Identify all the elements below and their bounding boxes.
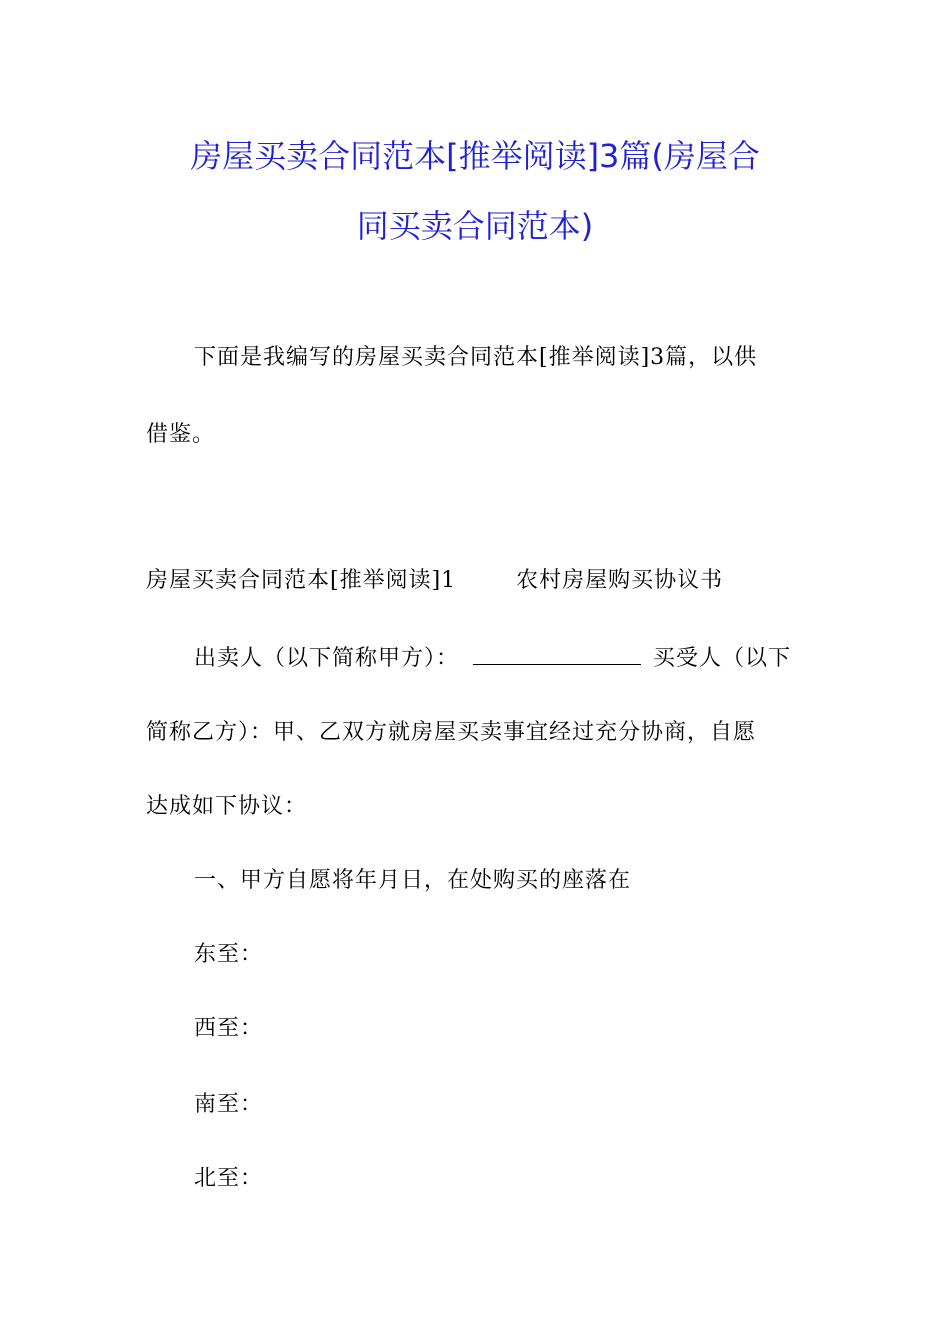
section-heading: [146, 566, 723, 596]
bound-west: 西至：: [194, 1016, 264, 1041]
seller-blank: [473, 644, 641, 665]
bound-south: 南至：: [194, 1092, 264, 1117]
parties-line-1: [194, 644, 791, 674]
intro-line-1: 下面是我编写的房屋买卖合同范本[推举阅读]3篇，以供: [194, 345, 758, 370]
bound-north: 北至：: [194, 1166, 264, 1191]
seller-label: 出卖人（以下简称甲方）：: [194, 646, 460, 671]
intro-line-2: 借鉴。: [146, 422, 216, 447]
section-subheading: 农村房屋购买协议书: [516, 568, 724, 593]
section-heading-title: 房屋买卖合同范本[推举阅读]1: [146, 568, 457, 593]
buyer-label: 买受人（以下: [653, 646, 792, 671]
bound-east: 东至：: [194, 942, 264, 967]
document-title-line-1: 房屋买卖合同范本[推举阅读]3篇(房屋合: [190, 137, 760, 175]
document-title-line-2: 同买卖合同范本): [356, 207, 594, 245]
parties-line-2: 简称乙方）：甲、乙双方就房屋买卖事宜经过充分协商，自愿: [146, 720, 757, 745]
parties-line-3: 达成如下协议：: [146, 794, 308, 819]
clause-1: 一、甲方自愿将年月日，在处购买的座落在: [194, 868, 632, 893]
